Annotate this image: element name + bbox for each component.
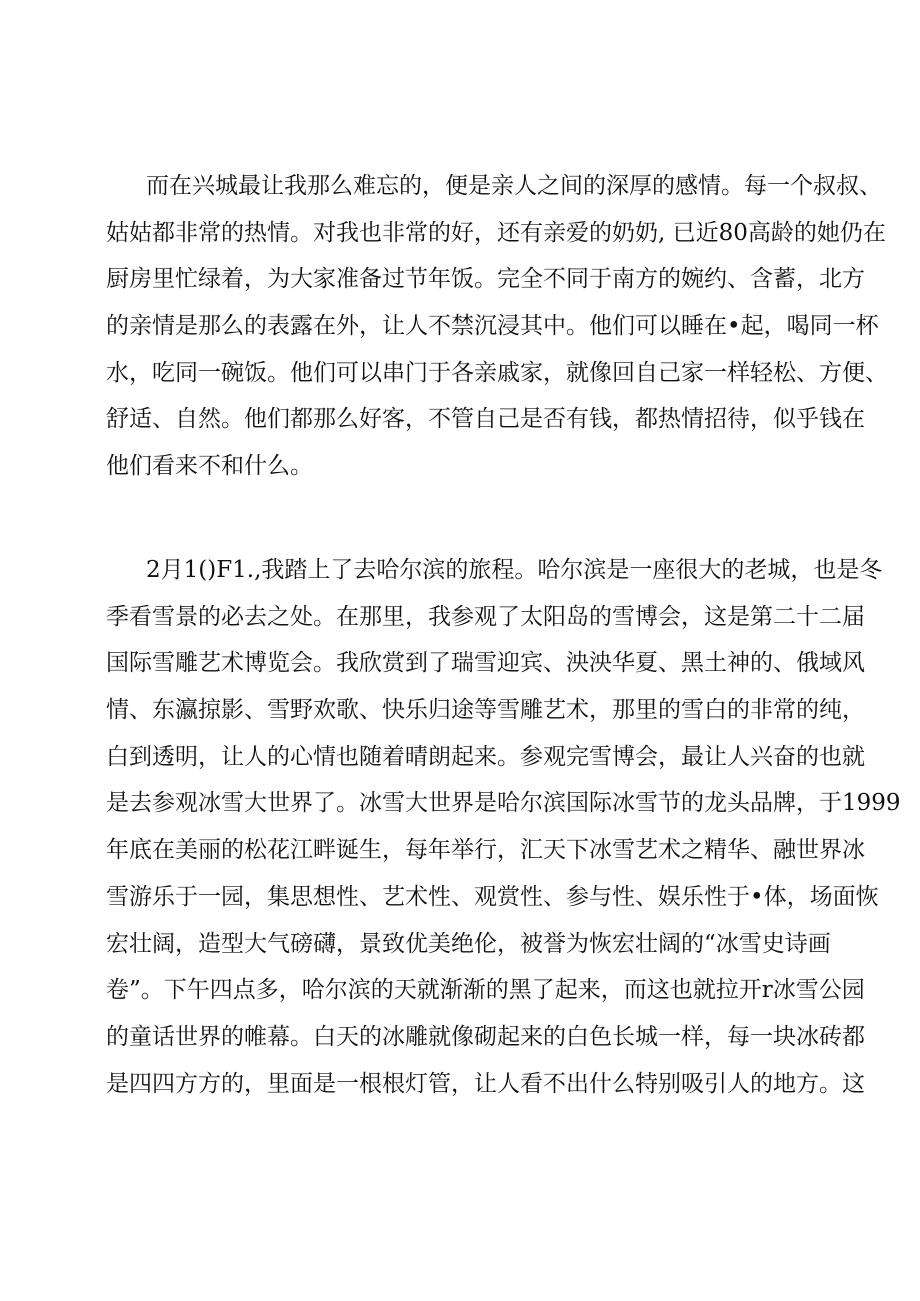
text-line: 白到透明，让人的心情也随着晴朗起来。参观完雪博会，最让人兴奋的也就	[106, 743, 865, 770]
text-line: 宏壮阔，造型大气磅礴，景致优美绝伦，被誉为恢宏壮阔的“冰雪史诗画	[106, 930, 831, 957]
text-line: 情、东瀛掠影、雪野欢歌、快乐归途等雪雕艺术，那里的雪白的非常的纯，	[106, 697, 865, 724]
text-line: 年底在美丽的松花江畔诞生，每年举行，汇天下冰雪艺术之精华、融世界冰	[106, 837, 865, 864]
text-line: 2月1()F1.,我踏上了去哈尔滨的旅程。哈尔滨是一座很大的老城，也是冬	[146, 557, 883, 583]
text-line: 姑姑都非常的热情。对我也非常的好，还有亲爱的奶奶, 已近80高龄的她仍在	[106, 219, 886, 246]
paragraph-xingcheng-family	[106, 163, 888, 490]
text-line: 而在兴城最让我那么难忘的，便是亲人之间的深厚的感情。每一个叔叔、	[146, 173, 882, 199]
text-line: 他们看来不和什么。	[106, 453, 313, 480]
text-line: 厨房里忙绿着，为大家准备过节年饭。完全不同于南方的婉约、含蓄，北方	[106, 266, 865, 293]
text-line: 是去参观冰雪大世界了。冰雪大世界是哈尔滨国际冰雪节的龙头品牌，于1999	[106, 790, 901, 817]
text-line: 雪游乐于一园，集思想性、艺术性、观赏性、参与性、娱乐性于•体，场面恢	[106, 883, 879, 910]
text-line: 的童话世界的帷幕。白天的冰雕就像砌起来的白色长城一样，每一块冰砖都	[106, 1023, 865, 1050]
text-line: 的亲情是那么的表露在外，让人不禁沉浸其中。他们可以睡在•起，喝同一杯	[106, 313, 879, 340]
text-line: 卷”。下午四点多，哈尔滨的天就渐渐的黑了起来，而这也就拉开r冰雪公园	[106, 977, 865, 1004]
text-line: 国际雪雕艺术博览会。我欣赏到了瑞雪迎宾、泱泱华夏、黑土神的、俄域风	[106, 650, 865, 677]
text-line: 舒适、自然。他们都那么好客，不管自己是否有钱，都热情招待，似乎钱在	[106, 406, 865, 433]
paragraph-harbin-trip	[106, 547, 901, 1107]
text-line: 季看雪景的必去之处。在那里，我参观了太阳岛的雪博会，这是第二十二届	[106, 603, 865, 630]
text-line: 是四四方方的，里面是一根根灯管，让人看不出什么特别吸引人的地方。这	[106, 1070, 865, 1097]
text-line: 水，吃同一碗饭。他们可以串门于各亲戚家，就像回自己家一样轻松、方便、	[106, 359, 888, 386]
